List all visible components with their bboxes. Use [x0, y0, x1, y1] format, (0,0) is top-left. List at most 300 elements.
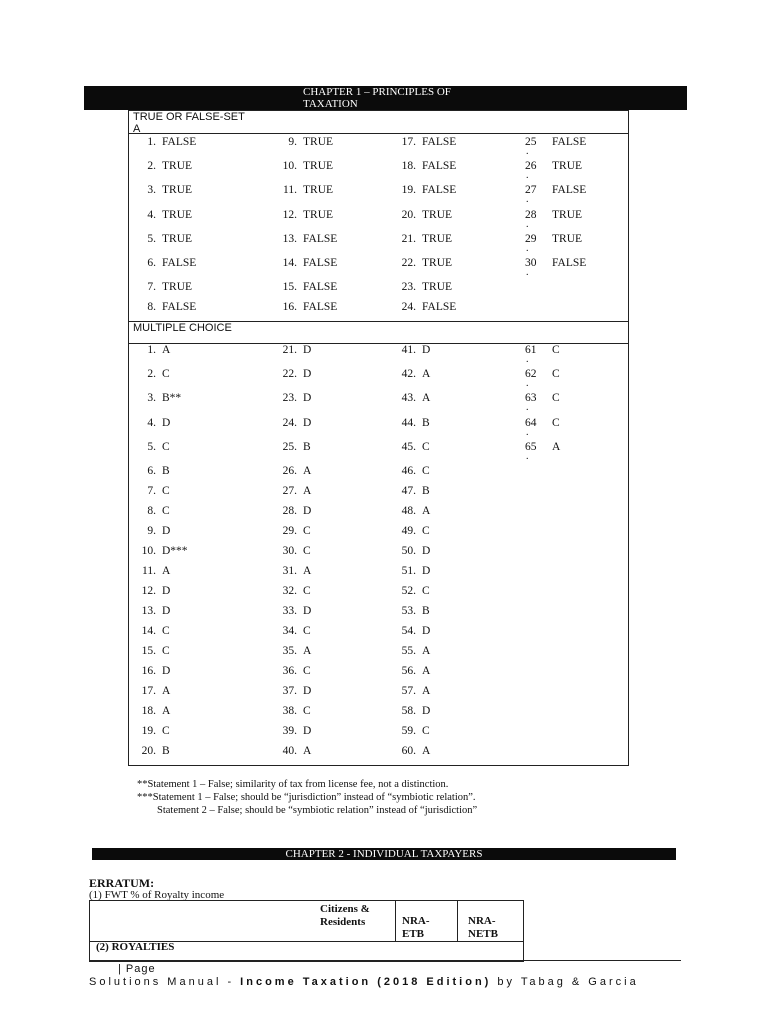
answer-value: C: [303, 545, 311, 557]
answer-item: [125, 135, 196, 149]
answer-item: [386, 504, 430, 518]
answer-item: [386, 564, 430, 578]
chapter-1-title: CHAPTER 1 – PRINCIPLES OF TAXATION: [303, 86, 451, 110]
answer-value: C: [552, 368, 560, 380]
answer-value: FALSE: [552, 257, 587, 269]
answer-number: 18.: [141, 705, 156, 717]
answer-value: C: [162, 625, 170, 637]
answer-value: TRUE: [303, 209, 334, 221]
answer-number: 21.: [401, 233, 416, 245]
answer-item: [125, 504, 170, 518]
answer-item: [386, 280, 452, 294]
answer-number: 51.: [401, 565, 416, 577]
answer-value: FALSE: [303, 281, 338, 293]
answer-number: 19.: [401, 184, 416, 196]
wrapped-period: .: [526, 267, 529, 278]
answer-item: [386, 416, 430, 430]
answer-item: [262, 744, 311, 758]
answer-number: 27: [525, 184, 537, 196]
answer-number: 10.: [282, 160, 297, 172]
answer-number: 65: [525, 441, 537, 453]
answer-value: FALSE: [303, 257, 338, 269]
answer-number: 30.: [282, 545, 297, 557]
answer-item: [386, 440, 430, 454]
answer-value: C: [422, 441, 430, 453]
answer-item: [386, 644, 430, 658]
answer-number: 14.: [282, 257, 297, 269]
answer-value: B: [303, 441, 311, 453]
answer-number: 42.: [401, 368, 416, 380]
answer-number: 4.: [147, 417, 156, 429]
answer-item: [262, 564, 311, 578]
answer-item: [386, 724, 430, 738]
answer-value: D: [303, 392, 312, 404]
answer-item: [262, 464, 311, 478]
answer-item: [125, 464, 170, 478]
answer-value: C: [303, 705, 311, 717]
answer-value: B: [422, 605, 430, 617]
answer-value: TRUE: [552, 233, 583, 245]
answer-item: [125, 524, 170, 538]
answer-number: 57.: [401, 685, 416, 697]
answer-item: [262, 584, 311, 598]
answer-item: [386, 584, 430, 598]
answer-number: 25: [525, 136, 537, 148]
answer-item: [125, 564, 170, 578]
answer-item: [125, 704, 170, 718]
answer-value: FALSE: [303, 233, 338, 245]
answer-value: B: [422, 485, 430, 497]
answer-number: 44.: [401, 417, 416, 429]
mc-answer-table: [128, 343, 629, 766]
answer-item: [386, 664, 430, 678]
answer-value: D: [162, 525, 171, 537]
answer-value: A: [303, 465, 312, 477]
wrapped-period: .: [526, 194, 529, 205]
answer-number: 52.: [401, 585, 416, 597]
answer-item: [125, 391, 181, 405]
answer-number: 6.: [147, 465, 156, 477]
answer-item: [125, 440, 170, 454]
answer-number: 36.: [282, 665, 297, 677]
answer-value: FALSE: [422, 160, 457, 172]
footer-credit: Solutions Manual - Income Taxation (2018 Edition) by Tabag & Garcia: [89, 976, 639, 988]
answer-number: 56.: [401, 665, 416, 677]
answer-number: 14.: [141, 625, 156, 637]
answer-value: C: [303, 585, 311, 597]
answer-number: 8.: [147, 301, 156, 313]
answer-value: B: [162, 745, 170, 757]
answer-value: TRUE: [303, 160, 334, 172]
answer-value: TRUE: [422, 209, 453, 221]
answer-value: A: [162, 685, 171, 697]
answer-number: 61: [525, 344, 537, 356]
answer-value: C: [303, 665, 311, 677]
answer-number: 17.: [401, 136, 416, 148]
answer-value: B**: [162, 392, 182, 404]
answer-value: C: [422, 585, 430, 597]
wrapped-period: .: [526, 170, 529, 181]
wrapped-period: .: [526, 451, 529, 462]
answer-number: 24.: [401, 301, 416, 313]
answer-item: [262, 208, 333, 222]
answer-item: [525, 367, 560, 381]
answer-item: [525, 343, 560, 357]
answer-item: [262, 367, 311, 381]
answer-item: [262, 644, 311, 658]
answer-item: [525, 183, 586, 197]
answer-number: 23.: [282, 392, 297, 404]
answer-number: 39.: [282, 725, 297, 737]
answer-item: [525, 159, 582, 173]
answer-item: [125, 300, 196, 314]
answer-number: 58.: [401, 705, 416, 717]
answer-number: 18.: [401, 160, 416, 172]
answer-value: C: [162, 368, 170, 380]
answer-value: D: [162, 417, 171, 429]
answer-item: [262, 604, 311, 618]
header-nra-netb: NRA- NETB: [468, 915, 498, 940]
answer-number: 9.: [288, 136, 297, 148]
answer-number: 28: [525, 209, 537, 221]
answer-item: [386, 624, 430, 638]
answer-item: [262, 484, 311, 498]
answer-value: A: [552, 441, 561, 453]
answer-number: 20.: [141, 745, 156, 757]
answer-item: [262, 504, 311, 518]
answer-number: 13.: [141, 605, 156, 617]
answer-value: D: [303, 605, 312, 617]
answer-number: 7.: [147, 485, 156, 497]
wrapped-period: .: [526, 402, 529, 413]
answer-item: [386, 256, 452, 270]
answer-value: C: [303, 525, 311, 537]
answer-number: 29.: [282, 525, 297, 537]
answer-item: [262, 440, 311, 454]
answer-number: 35.: [282, 645, 297, 657]
header-nra-etb: NRA- ETB: [402, 915, 430, 940]
answer-item: [386, 544, 430, 558]
answer-value: TRUE: [162, 184, 193, 196]
answer-number: 47.: [401, 485, 416, 497]
answer-value: TRUE: [422, 233, 453, 245]
answer-value: A: [422, 368, 431, 380]
answer-value: A: [422, 645, 431, 657]
answer-number: 16.: [141, 665, 156, 677]
answer-number: 28.: [282, 505, 297, 517]
answer-value: FALSE: [422, 136, 457, 148]
answer-item: [525, 416, 560, 430]
answer-item: [262, 343, 311, 357]
answer-value: D: [422, 705, 431, 717]
answer-item: [125, 256, 196, 270]
footer-rule: [89, 960, 681, 961]
answer-number: 16.: [282, 301, 297, 313]
answer-number: 53.: [401, 605, 416, 617]
answer-item: [125, 664, 170, 678]
answer-item: [386, 524, 430, 538]
answer-number: 17.: [141, 685, 156, 697]
answer-value: A: [162, 705, 171, 717]
answer-item: [386, 232, 452, 246]
answer-number: 41.: [401, 344, 416, 356]
answer-value: A: [162, 344, 171, 356]
answer-item: [262, 300, 337, 314]
answer-number: 25.: [282, 441, 297, 453]
tf-section-title: TRUE OR FALSE-SET A: [133, 111, 245, 135]
answer-value: TRUE: [162, 281, 193, 293]
answer-number: 33.: [282, 605, 297, 617]
note-2: ***Statement 1 – False; should be “jurisdiction” instead of “symbiotic relation”.: [137, 792, 476, 803]
answer-value: D: [162, 605, 171, 617]
answer-value: A: [303, 645, 312, 657]
answer-value: C: [422, 525, 430, 537]
answer-number: 7.: [147, 281, 156, 293]
answer-item: [125, 544, 188, 558]
answer-number: 55.: [401, 645, 416, 657]
chapter-1-title-bar: [84, 86, 687, 110]
table-col-divider: [457, 901, 458, 941]
answer-value: A: [422, 685, 431, 697]
answer-number: 3.: [147, 184, 156, 196]
answer-value: D***: [162, 545, 188, 557]
answer-number: 37.: [282, 685, 297, 697]
answer-item: [386, 484, 430, 498]
answer-value: C: [552, 344, 560, 356]
answer-item: [386, 391, 430, 405]
answer-value: A: [422, 665, 431, 677]
answer-value: C: [162, 505, 170, 517]
answer-item: [125, 744, 170, 758]
answer-item: [125, 232, 192, 246]
answer-item: [525, 256, 586, 270]
answer-number: 22.: [401, 257, 416, 269]
answer-number: 54.: [401, 625, 416, 637]
answer-number: 27.: [282, 485, 297, 497]
answer-number: 21.: [282, 344, 297, 356]
answer-number: 50.: [401, 545, 416, 557]
answer-item: [386, 744, 430, 758]
answer-number: 13.: [282, 233, 297, 245]
answer-item: [125, 280, 192, 294]
answer-value: FALSE: [162, 301, 197, 313]
answer-item: [125, 724, 170, 738]
answer-item: [262, 684, 311, 698]
answer-item: [386, 684, 430, 698]
answer-item: [262, 391, 311, 405]
erratum-heading: ERRATUM:: [89, 876, 155, 890]
answer-value: A: [162, 565, 171, 577]
answer-number: 48.: [401, 505, 416, 517]
answer-value: TRUE: [422, 257, 453, 269]
chapter-2-title: CHAPTER 2 - INDIVIDUAL TAXPAYERS: [285, 848, 483, 860]
answer-number: 6.: [147, 257, 156, 269]
answer-item: [262, 256, 337, 270]
answer-number: 62: [525, 368, 537, 380]
answer-value: FALSE: [303, 301, 338, 313]
answer-number: 26: [525, 160, 537, 172]
answer-number: 24.: [282, 417, 297, 429]
answer-number: 63: [525, 392, 537, 404]
answer-item: [386, 464, 430, 478]
answer-number: 60.: [401, 745, 416, 757]
note-1: **Statement 1 – False; similarity of tax from license fee, not a distinction.: [137, 779, 449, 790]
answer-value: FALSE: [162, 257, 197, 269]
answer-number: 64: [525, 417, 537, 429]
wrapped-period: .: [526, 378, 529, 389]
answer-value: C: [162, 441, 170, 453]
answer-item: [262, 232, 337, 246]
answer-number: 15.: [282, 281, 297, 293]
answer-value: B: [162, 465, 170, 477]
answer-value: FALSE: [552, 184, 587, 196]
answer-value: TRUE: [162, 209, 193, 221]
answer-item: [262, 135, 333, 149]
answer-value: C: [422, 465, 430, 477]
answer-number: 15.: [141, 645, 156, 657]
answer-value: D: [422, 545, 431, 557]
answer-item: [525, 440, 560, 454]
answer-item: [262, 183, 333, 197]
answer-item: [525, 391, 560, 405]
answer-item: [386, 704, 430, 718]
answer-number: 23.: [401, 281, 416, 293]
answer-value: D: [303, 505, 312, 517]
fwt-royalty-line: (1) FWT % of Royalty income: [89, 889, 225, 901]
answer-value: B: [422, 417, 430, 429]
answer-item: [262, 524, 311, 538]
answer-item: [125, 604, 170, 618]
answer-item: [125, 584, 170, 598]
answer-item: [125, 684, 170, 698]
answer-value: D: [162, 665, 171, 677]
answer-number: 12.: [282, 209, 297, 221]
wrapped-period: .: [526, 146, 529, 157]
answer-item: [262, 664, 311, 678]
answer-number: 9.: [147, 525, 156, 537]
answer-value: D: [303, 344, 312, 356]
wrapped-period: .: [526, 354, 529, 365]
answer-value: D: [303, 368, 312, 380]
wrapped-period: .: [526, 427, 529, 438]
answer-item: [262, 416, 311, 430]
answer-value: TRUE: [303, 184, 334, 196]
answer-value: A: [422, 505, 431, 517]
royalty-table: [89, 900, 524, 962]
note-3: Statement 2 – False; should be “symbiotic relation” instead of “jurisdiction”: [157, 805, 478, 816]
wrapped-period: .: [526, 219, 529, 230]
answer-value: C: [552, 392, 560, 404]
answer-number: 45.: [401, 441, 416, 453]
answer-value: C: [162, 485, 170, 497]
answer-item: [125, 367, 170, 381]
answer-number: 34.: [282, 625, 297, 637]
answer-item: [125, 343, 170, 357]
answer-item: [262, 280, 337, 294]
answer-value: D: [422, 344, 431, 356]
answer-value: C: [552, 417, 560, 429]
answer-item: [125, 484, 170, 498]
answer-number: 4.: [147, 209, 156, 221]
answer-number: 32.: [282, 585, 297, 597]
answer-value: TRUE: [552, 160, 583, 172]
wrapped-period: .: [526, 243, 529, 254]
answer-number: 29: [525, 233, 537, 245]
answer-item: [525, 135, 586, 149]
answer-value: TRUE: [552, 209, 583, 221]
answer-value: D: [303, 685, 312, 697]
answer-number: 46.: [401, 465, 416, 477]
answer-number: 59.: [401, 725, 416, 737]
header-citizens-residents: Citizens & Residents: [320, 903, 370, 928]
answer-number: 43.: [401, 392, 416, 404]
answer-item: [262, 704, 311, 718]
royalties-row-label: (2) ROYALTIES: [96, 941, 175, 953]
answer-number: 11.: [283, 184, 297, 196]
answer-value: FALSE: [162, 136, 197, 148]
answer-item: [386, 135, 456, 149]
answer-value: A: [303, 565, 312, 577]
answer-value: TRUE: [162, 233, 193, 245]
answer-number: 22.: [282, 368, 297, 380]
answer-number: 19.: [141, 725, 156, 737]
answer-number: 20.: [401, 209, 416, 221]
answer-value: C: [162, 645, 170, 657]
answer-number: 2.: [147, 368, 156, 380]
answer-value: C: [422, 725, 430, 737]
answer-value: TRUE: [422, 281, 453, 293]
answer-item: [125, 208, 192, 222]
answer-item: [125, 159, 192, 173]
answer-item: [262, 544, 311, 558]
answer-item: [386, 183, 456, 197]
page-label: | Page: [118, 963, 156, 975]
answer-value: A: [303, 745, 312, 757]
answer-item: [386, 159, 456, 173]
answer-value: TRUE: [303, 136, 334, 148]
answer-value: A: [422, 392, 431, 404]
table-col-divider: [395, 901, 396, 941]
answer-item: [125, 644, 170, 658]
answer-value: FALSE: [552, 136, 587, 148]
answer-value: D: [162, 585, 171, 597]
answer-value: D: [422, 565, 431, 577]
answer-item: [262, 724, 311, 738]
answer-number: 38.: [282, 705, 297, 717]
answer-item: [386, 300, 456, 314]
answer-value: FALSE: [422, 301, 457, 313]
answer-value: C: [303, 625, 311, 637]
answer-number: 26.: [282, 465, 297, 477]
answer-number: 8.: [147, 505, 156, 517]
answer-number: 31.: [282, 565, 297, 577]
mc-section-title: MULTIPLE CHOICE: [133, 322, 232, 334]
answer-value: TRUE: [162, 160, 193, 172]
answer-item: [125, 624, 170, 638]
answer-number: 49.: [401, 525, 416, 537]
chapter-2-title-bar: [92, 848, 676, 860]
answer-item: [125, 416, 170, 430]
answer-item: [386, 604, 430, 618]
answer-number: 1.: [147, 136, 156, 148]
answer-item: [386, 367, 430, 381]
answer-value: FALSE: [422, 184, 457, 196]
answer-item: [525, 232, 582, 246]
answer-number: 5.: [147, 441, 156, 453]
answer-number: 10.: [141, 545, 156, 557]
answer-item: [262, 159, 333, 173]
answer-number: 2.: [147, 160, 156, 172]
